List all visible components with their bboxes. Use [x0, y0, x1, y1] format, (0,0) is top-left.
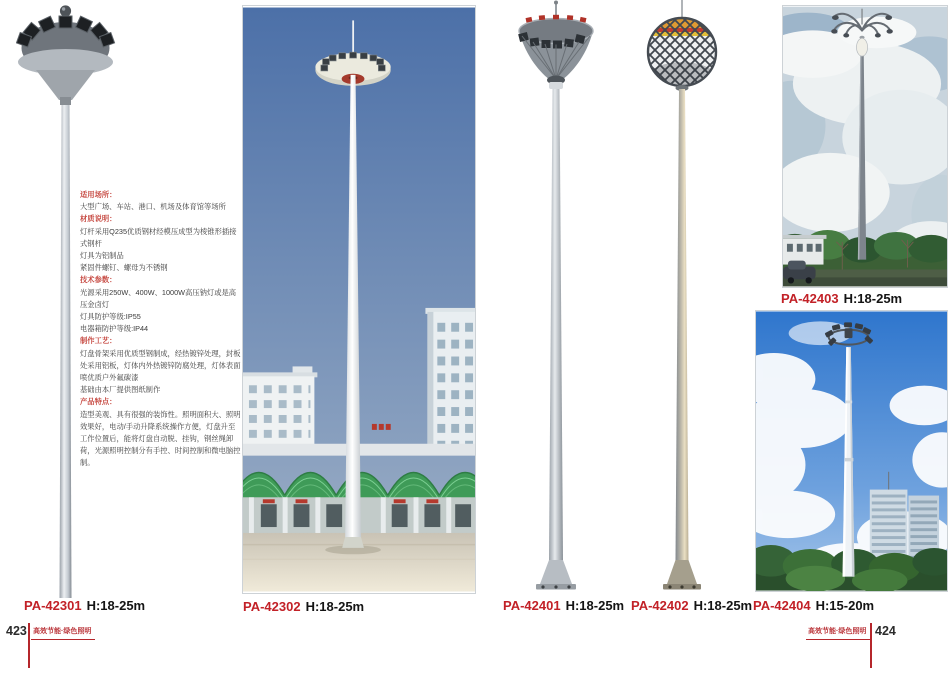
- page-number-right: 424: [875, 624, 896, 638]
- product-photo-pa-42401: [498, 0, 624, 596]
- specs-heading-craft: 制作工艺：: [80, 336, 117, 346]
- product-specs: [80, 189, 242, 470]
- product-photo-pa-42403: [782, 5, 948, 288]
- high-mast-pole-cone-disc-illustration: [498, 0, 624, 596]
- footer-right: [806, 623, 926, 669]
- product-height: H:15-20m: [815, 598, 875, 613]
- specs-line: 基础由本厂提供图纸制作: [80, 385, 161, 395]
- product-height: H:18-25m: [843, 291, 903, 306]
- specs-line: 造型美观、具有很强的装饰性。照明面积大、照明效果好，电动/手动升降系统操作方便，灯盘升至工作位置后，能将灯盘自动脱、挂钩，钢丝绳卸荷，光源照明控制分有手控、时间控制和微电脑控制。: [80, 409, 241, 468]
- specs-line: 灯杆采用Q235优质钢材经模压成型为棱锥形插接式钢杆: [80, 226, 237, 248]
- product-label-pa-42301: [24, 598, 145, 613]
- specs-line: 紧固件螺钉、螺母为不锈钢: [80, 263, 168, 273]
- footer-left: [6, 623, 126, 669]
- product-photo-pa-42402: [630, 0, 748, 596]
- specs-line: 灯具防护等级:IP55: [80, 312, 141, 322]
- product-height: H:18-25m: [565, 598, 625, 613]
- plaza-high-mast-photo-illustration: [243, 6, 475, 593]
- high-mast-pole-lattice-sphere-illustration: [630, 0, 748, 596]
- specs-line: 灯盘骨架采用优质型钢制成，经热镀锌处理，封板处采用铝板，灯体内外热镀锌防腐处理，灯体表面喷优质户外氟碳漆: [80, 348, 241, 383]
- product-code: PA-42301: [24, 598, 82, 613]
- product-photo-pa-42404: [755, 310, 948, 592]
- footer-divider-left: [28, 623, 30, 668]
- specs-line: 大型广场、车站、港口、机场及体育馆等场所: [80, 202, 226, 212]
- specs-line: 电器箱防护等级:IP44: [80, 324, 149, 334]
- specs-heading-material: 材质说明：: [80, 214, 117, 224]
- floodlight-mast-photo-illustration: [756, 311, 947, 591]
- product-height: H:18-25m: [86, 598, 146, 613]
- product-code: PA-42404: [753, 598, 811, 613]
- product-label-pa-42402: [631, 598, 752, 613]
- product-label-pa-42403: [781, 291, 902, 306]
- specs-heading-application: 适用场所：: [80, 190, 117, 199]
- street-pole-photo-illustration: [783, 6, 947, 287]
- product-label-pa-42302: [243, 599, 364, 614]
- page-number-left: 423: [6, 624, 27, 638]
- specs-heading-parameters: 技术参数：: [80, 275, 117, 285]
- specs-line: 光源采用250W、400W、1000W高压钠灯或是高压金卤灯: [80, 287, 237, 309]
- product-code: PA-42401: [503, 598, 561, 613]
- product-label-pa-42401: [503, 598, 624, 613]
- product-code: PA-42403: [781, 291, 839, 306]
- product-code: PA-42302: [243, 599, 301, 614]
- product-height: H:18-25m: [693, 598, 753, 613]
- footer-slogan-left: 高效节能·绿色照明: [31, 626, 95, 640]
- product-code: PA-42402: [631, 598, 689, 613]
- specs-line: 灯具为铝制品: [80, 251, 124, 261]
- product-height: H:18-25m: [305, 599, 365, 614]
- product-photo-pa-42302: [242, 5, 476, 594]
- product-label-pa-42404: [753, 598, 874, 613]
- footer-divider-right: [870, 623, 872, 668]
- footer-slogan-right: 高效节能·绿色照明: [806, 626, 870, 640]
- specs-heading-features: 产品特点：: [80, 397, 117, 407]
